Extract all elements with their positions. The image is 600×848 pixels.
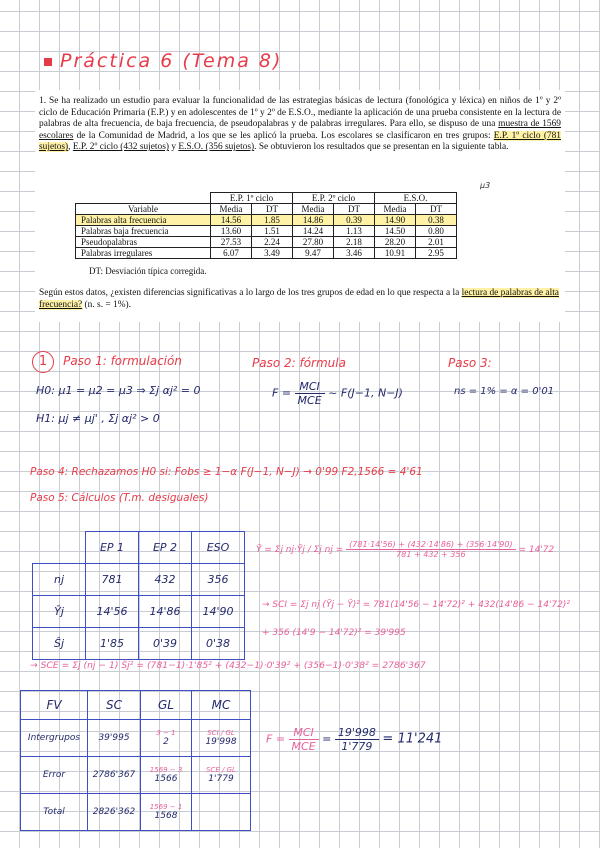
table-row: Ȳj 14'56 14'86 14'90 — [33, 596, 245, 628]
column-header: ESO — [192, 532, 245, 564]
group-header: E.P. 2º ciclo — [293, 193, 375, 204]
exercise-question: Según estos datos, ¿existen diferencias significativas a lo largo de los tres grupos de edad en lo que respecta a la lectura de palabras de alta frecuencia? (n. s. = 1%). — [39, 288, 559, 310]
dt-header: DT — [416, 204, 457, 215]
column-header: FV — [21, 691, 88, 720]
sci-calculation-1: → SCI = Σj nj (Ȳj − Ȳ)² = 781(14'56 − 14'72)² + 432(14'86 − 14'72)² — [262, 600, 570, 610]
step-1-heading: 1 Paso 1: formulación — [32, 350, 182, 373]
group-stats-table — [32, 531, 245, 660]
page-title — [44, 50, 282, 72]
sce-calculation: → SCE = Σj (nj − 1) Ŝj² = (781−1)·1'85² + (432−1)·0'39² + (356−1)·0'38² = 2786'367 — [30, 660, 426, 671]
table-row: Palabras alta frecuencia 14.56 1.85 14.86 0.39 14.90 0.38 — [76, 215, 457, 226]
dt-header: DT — [334, 204, 375, 215]
variable-header: Variable — [76, 204, 211, 215]
mean-header: Media — [375, 204, 416, 215]
column-header: EP 2 — [139, 532, 192, 564]
step-3-heading: Paso 3: — [448, 356, 492, 370]
significance-level: ns = 1% = α = 0'01 — [454, 386, 555, 397]
group-2: E.P. 2º ciclo (432 sujetos) — [72, 142, 169, 153]
alt-hypothesis: H1: μj ≠ μj' , Σj αj² > 0 — [36, 412, 160, 425]
sample-size: muestra de 1569 escolares — [39, 119, 561, 141]
null-hypothesis: H0: μ1 = μ2 = μ3 ⇒ Σj αj² = 0 — [36, 384, 201, 397]
table-row: Palabras irregulares 6.07 3.49 9.47 3.46 10.91 2.95 — [76, 248, 457, 259]
group-1: E.P. 1º ciclo (781 sujetos) — [39, 130, 561, 153]
table-row: nj 781 432 356 — [33, 564, 245, 596]
step-5: Paso 5: Cálculos (T.m. desiguales) — [30, 492, 209, 504]
group-3: E.S.O. (356 sujetos) — [178, 142, 255, 153]
f-calculation: F = MCI MCE = $\frac{19'998}{1'779}$ = 11'241 — [266, 726, 443, 753]
column-header: GL — [141, 691, 192, 720]
table-row: Palabras baja frecuencia 13.60 1.51 14.24 1.13 14.50 0.80 — [76, 226, 457, 237]
question-highlight: lectura de palabras de alta frecuencia? — [39, 288, 559, 310]
exercise-number-icon: 1 — [32, 351, 54, 373]
table-row: Intergrupos 39'995 3 − 1 2 SCI / GL 19'998 — [21, 720, 251, 757]
dt-header: DT — [252, 204, 293, 215]
dt-note: DT: Desviación típica corregida. — [89, 266, 207, 276]
column-header: MC — [192, 691, 251, 720]
exercise-statement: 1. Se ha realizado un estudio para evaluar la funcionalidad de las estrategias básicas de lectura (fonológica y léxica) en niños de 1º y 2º ciclo de Educación Primaria (E.P.) y en adolescentes de 1º y 2º de E.S.O., mediante la aplicación de una prueba consistente en la lectura de palabras de alta frecuencia, de baja frecuencia, de pseudopalabras y de palabras irregulares. Para ello, se dispuso de una muestra de 1569 escolares de la Comunidad de Madrid, a los que se les aplicó la prueba. Los escolares se clasificaron en tres grupos: E.P. 1º ciclo (781 sujetos), E.P. 2º ciclo (432 sujetos) y E.S.O. (356 sujetos). Se obtuvieron los resultados que se presentan en la siguiente tabla. — [39, 96, 561, 153]
column-header: SC — [88, 691, 141, 720]
step-2-heading: Paso 2: fórmula — [252, 356, 346, 370]
group-header: E.P. 1º ciclo — [211, 193, 293, 204]
f-formula: F = MCI MCE ~ F(J−1, N−J) — [272, 380, 403, 407]
table-row: Total 2826'362 1569 − 1 1568 — [21, 794, 251, 831]
grand-mean: Ȳ = Σj nj·Ȳj / Σj nj = $\frac{(781\cdot 14'56) + (432\cdot 14'86) + (356\cdot 14'90)}{781 + 432 + 356}$ = 14'72 — [256, 540, 555, 559]
mu3-annotation: μ3 — [480, 181, 491, 190]
exercise-card — [35, 90, 565, 322]
table-row: Ŝj 1'85 0'39 0'38 — [33, 628, 245, 660]
table-row: Pseudopalabras 27.53 2.24 27.80 2.18 28.20 2.01 — [76, 237, 457, 248]
mean-header: Media — [211, 204, 252, 215]
sci-calculation-2: + 356 (14'9 − 14'72)² = 39'995 — [262, 628, 406, 638]
results-table — [75, 192, 457, 259]
anova-table — [20, 690, 251, 831]
table-row: Error 2786'367 1569 − 3 1566 SCE / GL 1'779 — [21, 757, 251, 794]
bullet-icon — [44, 58, 52, 66]
mean-header: Media — [293, 204, 334, 215]
step-4: Paso 4: Rechazamos H0 si: Fobs ≥ 1−α F(J−1, N−J) → 0'99 F2,1566 = 4'61 — [30, 466, 423, 478]
title-text: Práctica 6 (Tema 8) — [60, 50, 283, 72]
column-header: EP 1 — [86, 532, 139, 564]
group-header: E.S.O. — [375, 193, 457, 204]
